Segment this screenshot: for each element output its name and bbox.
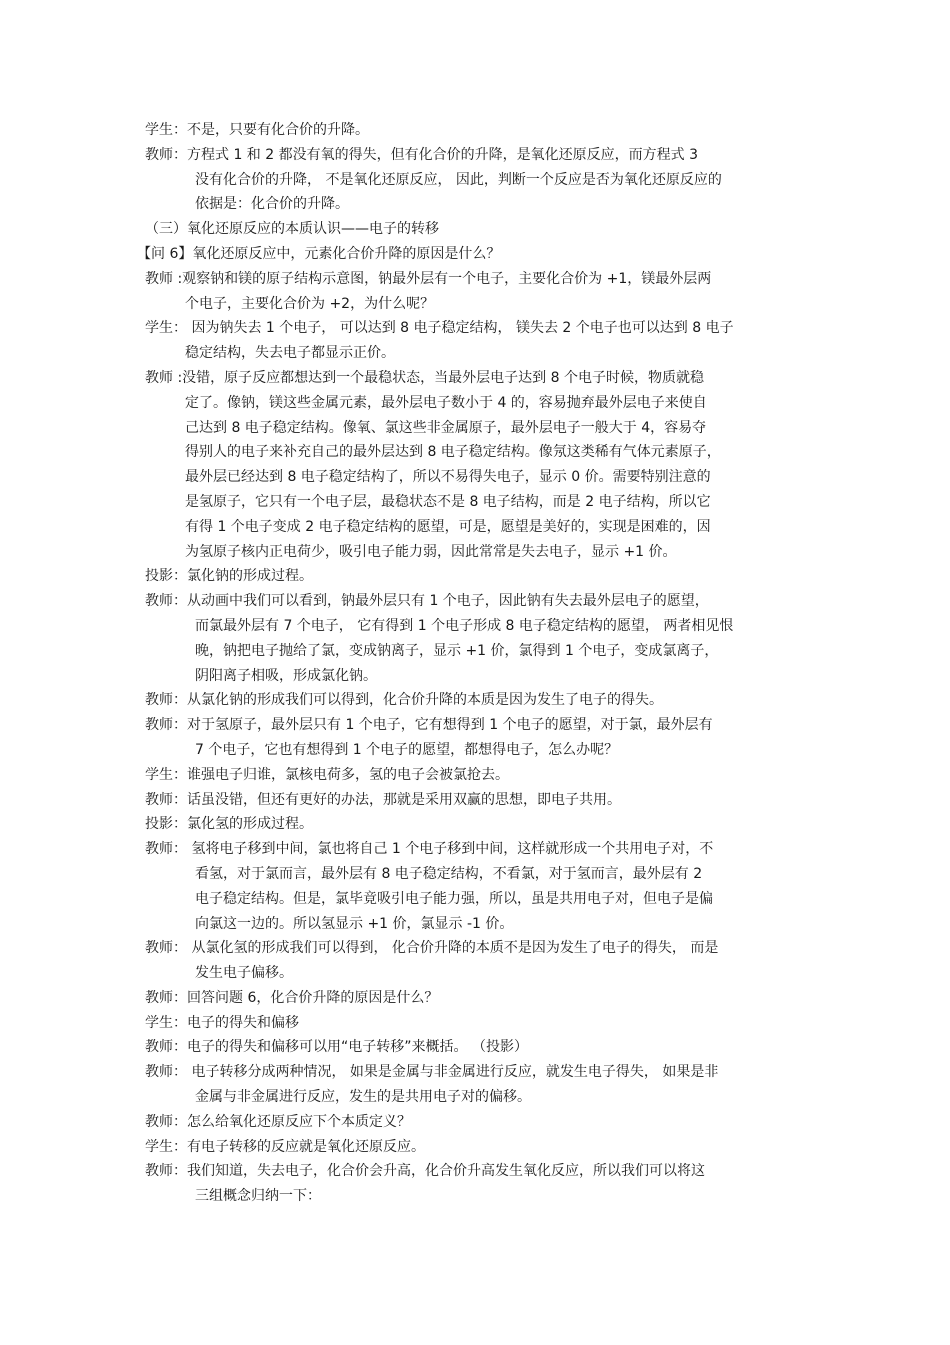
text-line: 而氯最外层有 7 个电子， 它有得到 1 个电子形成 8 电子稳定结构的愿望， 两者相见恨 [195, 617, 734, 634]
text-line: 教师： 氢将电子移到中间，氯也将自己 1 个电子移到中间，这样就形成一个共用电子对，不 [145, 841, 714, 858]
text-line: 个电子，主要化合价为 +2，为什么呢？ [185, 295, 435, 312]
text-line: 教师：话虽没错，但还有更好的办法，那就是采用双赢的思想，即电子共用。 [145, 791, 621, 808]
text-line: （三）氧化还原反应的本质认识——电子的转移 [145, 221, 439, 238]
text-line: 教师：怎么给氧化还原反应下个本质定义？ [145, 1113, 411, 1130]
text-line: 定了。像钠，镁这些金属元素，最外层电子数小于 4 的，容易抛弃最外层电子来使自 [185, 394, 707, 411]
text-line: 教师：对于氢原子，最外层只有 1 个电子，它有想得到 1 个电子的愿望，对于氯，最外层有 [145, 717, 713, 734]
text-line: 己达到 8 电子稳定结构。像氧、氯这些非金属原子，最外层电子一般大于 4，容易夺 [185, 419, 707, 436]
text-line: 电子稳定结构。但是，氯毕竟吸引电子能力强，所以，虽是共用电子对，但电子是偏 [195, 890, 713, 907]
text-line: 教师：从动画中我们可以看到，钠最外层只有 1 个电子，因此钠有失去最外层电子的愿望， [145, 593, 709, 610]
text-line: 发生电子偏移。 [195, 965, 293, 982]
text-line: 【问 6】氧化还原反应中，元素化合价升降的原因是什么？ [137, 245, 501, 262]
text-line: 教师： 电子转移分成两种情况， 如果是金属与非金属进行反应，就发生电子得失， 如果是非 [145, 1064, 719, 1081]
text-line: 教师：我们知道，失去电子，化合价会升高，化合价升高发生氧化反应，所以我们可以将这 [145, 1163, 705, 1180]
text-line: 金属与非金属进行反应，发生的是共用电子对的偏移。 [195, 1089, 531, 1106]
text-line: 有得 1 个电子变成 2 电子稳定结构的愿望，可是，愿望是美好的，实现是困难的，因 [185, 518, 711, 535]
lesson-transcript [137, 118, 825, 1209]
text-line: 学生： 因为钠失去 1 个电子， 可以达到 8 电子稳定结构， 镁失去 2 个电子也可以达到 8 电子 [145, 320, 734, 337]
text-line: 没有化合价的升降， 不是氧化还原反应， 因此，判断一个反应是否为氧化还原反应的 [195, 171, 722, 188]
text-line: 看氢，对于氯而言，最外层有 8 电子稳定结构，不看氯，对于氢而言，最外层有 2 [195, 865, 703, 882]
text-line: 教师：从氯化钠的形成我们可以得到，化合价升降的本质是因为发生了电子的得失。 [145, 692, 663, 709]
text-line: 为氢原子核内正电荷少，吸引电子能力弱，因此常常是失去电子，显示 +1 价。 [185, 543, 677, 560]
text-line: 学生：电子的得失和偏移 [145, 1014, 299, 1031]
text-line: 教师：电子的得失和偏移可以用“电子转移”来概括。 （投影） [145, 1039, 528, 1056]
text-line: 是氢原子，它只有一个电子层，最稳状态不是 8 电子结构，而是 2 电子结构，所以它 [185, 493, 711, 510]
text-line: 依据是：化合价的升降。 [195, 196, 349, 213]
text-line: 得别人的电子来补充自己的最外层达到 8 电子稳定结构。像氖这类稀有气体元素原子， [185, 444, 721, 461]
text-line: 教师 :没错，原子反应都想达到一个最稳状态，当最外层电子达到 8 个电子时候，物质就稳 [145, 369, 704, 386]
text-line: 学生：谁强电子归谁，氯核电荷多，氢的电子会被氯抢去。 [145, 766, 509, 783]
text-line: 教师：方程式 1 和 2 都没有氧的得失，但有化合价的升降，是氧化还原反应，而方程式 3 [145, 146, 698, 163]
text-line: 三组概念归纳一下： [195, 1188, 321, 1205]
text-line: 向氯这一边的。所以氢显示 +1 价，氯显示 -1 价。 [195, 915, 514, 932]
text-line: 7 个电子，它也有想得到 1 个电子的愿望，都想得电子，怎么办呢？ [195, 741, 619, 758]
text-line: 教师：回答问题 6，化合价升降的原因是什么？ [145, 989, 439, 1006]
text-line: 学生：有电子转移的反应就是氧化还原反应。 [145, 1138, 425, 1155]
text-line: 教师： 从氯化氢的形成我们可以得到， 化合价升降的本质不是因为发生了电子的得失， 而是 [145, 940, 719, 957]
text-line: 稳定结构，失去电子都显示正价。 [185, 345, 395, 362]
text-line: 最外层已经达到 8 电子稳定结构了，所以不易得失电子，显示 0 价。需要特别注意的 [185, 469, 711, 486]
text-line: 阴阳离子相吸，形成氯化钠。 [195, 667, 377, 684]
text-line: 教师 :观察钠和镁的原子结构示意图，钠最外层有一个电子，主要化合价为 +1，镁最外层两 [145, 270, 712, 287]
text-line: 晚，钠把电子抛给了氯，变成钠离子，显示 +1 价，氯得到 1 个电子，变成氯离子， [195, 642, 719, 659]
text-line: 投影：氯化氢的形成过程。 [145, 816, 313, 833]
text-line: 学生：不是，只要有化合价的升降。 [145, 122, 369, 138]
text-line: 投影：氯化钠的形成过程。 [145, 568, 313, 585]
